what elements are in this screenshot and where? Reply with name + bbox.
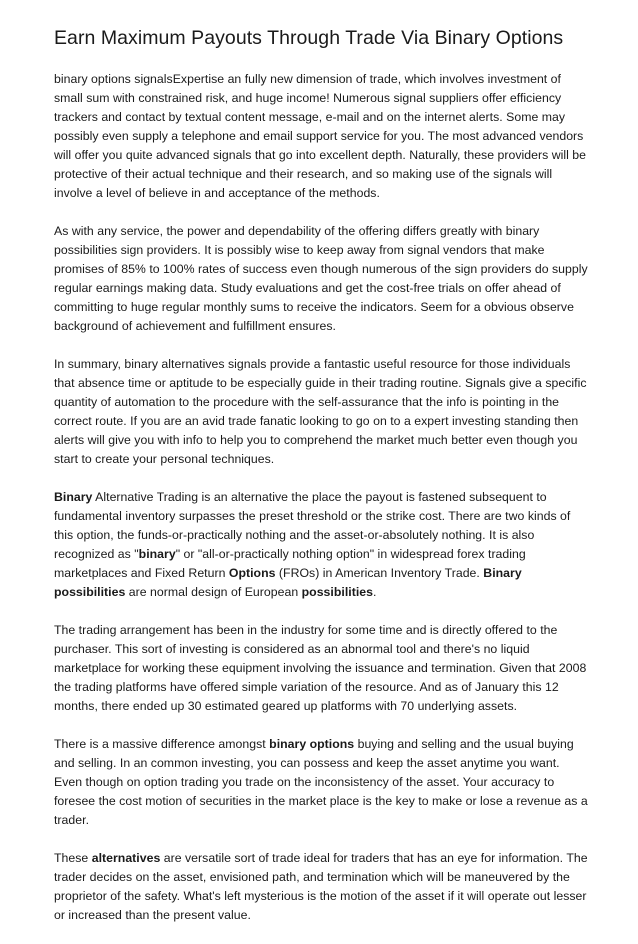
text-segment: binary options signalsExpertise an fully new dimension of trade, which involves investment of small sum with constrained risk, and huge income! Numerous signal suppliers offer efficiency trackers and contact by textual content message, e-mail and on the internet alerts. Some may possibly even supply a telephone and email support service for you. The most advanced vendors will offer you quite advanced signals that go into excellent depth. Naturally, these providers will be protective of their actual technique and their research, and so making use of the signals will involve a level of believe in and acceptance of the methods. <box>54 72 587 200</box>
bold-text-segment: possibilities <box>301 585 373 599</box>
bold-text-segment: alternatives <box>91 851 161 865</box>
text-segment: There is a massive difference amongst <box>54 737 270 751</box>
body-paragraph <box>54 735 590 830</box>
bold-text-segment: Binary <box>54 490 93 504</box>
text-segment: The trading arrangement has been in the industry for some time and is directly offered to the purchaser. This sort of investing is considered as an abnormal tool and there's no liquid marketplace for working these equipment involving the issuance and termination. Given that 2008 the trading platforms have offered simple variation of the resource. And as of January this 12 months, there ended up 30 estimated geared up platforms with 70 underlying assets. <box>54 623 587 713</box>
body-paragraph <box>54 488 590 602</box>
bold-text-segment: binary <box>138 547 176 561</box>
body-paragraph <box>54 849 590 925</box>
text-segment: . <box>372 585 377 599</box>
text-segment: " or "all-or-practically nothing option" in widespread forex trading marketplaces and Fixed Return <box>54 547 526 580</box>
body-paragraph <box>54 222 590 336</box>
text-segment: As with any service, the power and dependability of the offering differs greatly with binary possibilities sign providers. It is possibly wise to keep away from signal vendors that make promises of 85% to 100% rates of success even though numerous of the sign providers do supply regular earnings making data. Study evaluations and get the cost-free trials on offer ahead of committing to huge regular monthly sums to receive the indicators. Seem for a obvious observe background of achievement and fulfillment ensures. <box>54 224 588 333</box>
body-paragraph <box>54 70 590 203</box>
text-segment: (FROs) in American Inventory Trade. <box>275 566 484 580</box>
bold-text-segment: Binary possibilities <box>54 566 522 599</box>
document-title: Earn Maximum Payouts Through Trade Via Binary Options <box>54 27 564 49</box>
bold-text-segment: binary options <box>269 737 355 751</box>
document-body <box>54 70 590 944</box>
text-segment: Alternative Trading is an alternative the place the payout is fastened subsequent to fundamental inventory surpasses the preset threshold or the strike cost. There are two kinds of this option, the funds-or-practically nothing and the asset-or-absolutely nothing. It is also recognized as " <box>54 490 571 561</box>
text-segment: are normal design of European <box>125 585 302 599</box>
text-segment: are versatile sort of trade ideal for traders that has an eye for information. The trader decides on the asset, envisioned path, and termination which will be maneuvered by the proprietor of the safety. What's left mysterious is the motion of the asset if it will operate out lesser or increased than the present value. <box>54 851 588 922</box>
text-segment: In summary, binary alternatives signals provide a fantastic useful resource for those individuals that absence time or aptitude to be especially guide in their trading routine. Signals give a specific quantity of automation to the procedure with the self-assurance that the info is pointing in the correct route. If you are an avid trade fanatic looking to go on to a expert investing standing then alerts will give you with info to help you to comprehend the market much better even though you start to create your personal techniques. <box>54 357 587 466</box>
text-segment: These <box>54 851 92 865</box>
text-segment: buying and selling and the usual buying and selling. In an common investing, you can possess and keep the asset anytime you want. Even though on option trading you trade on the inconsistency of the asset. Your accuracy to foresee the cost motion of securities in the market place is the key to make or lose a revenue as a trader. <box>54 737 588 827</box>
bold-text-segment: Options <box>228 566 276 580</box>
body-paragraph <box>54 621 590 716</box>
body-paragraph <box>54 355 590 469</box>
